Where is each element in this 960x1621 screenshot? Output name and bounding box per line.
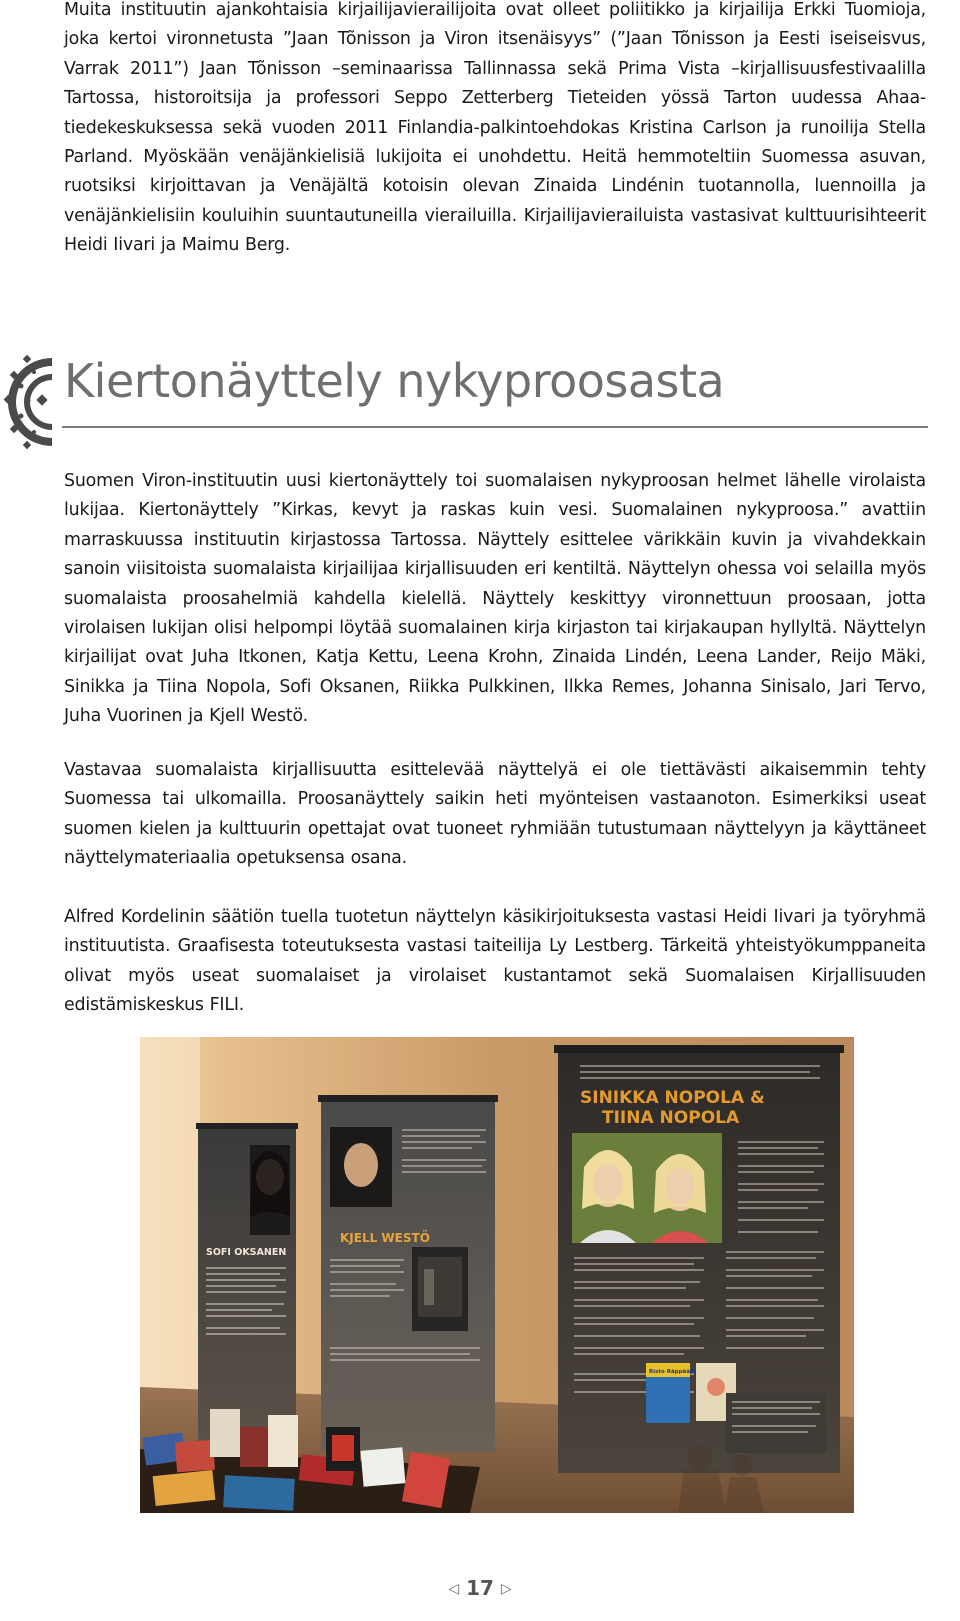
- intro-paragraph: Muita instituutin ajankohtaisia kirjailijavierailijoita ovat olleet poliitikko ja kirjailija Erkki Tuomioja, joka kertoi vironnetusta ”Jaan Tõnisson ja Viron itsenäisyys” (”Jaan Tõnisson ja Eesti iseiseisvus, Varrak 2011”) Jaan Tõnisson –seminaarissa Tallinnassa sekä Prima Vista –kirjallisuusfestivaalilla Tartossa, historoitsija ja professori Seppo Zetterberg Tieteiden yössä Tarton uudessa Ahaa-tiedekeskuksessa sekä vuoden 2011 Finlandia-palkintoehdokas Kristina Carlson ja runoilija Stella Parland. Myöskään venäjänkielisiä lukijoita ei unohdettu. Heitä hemmoteltiin Suomessa asuvan, ruotsiksi kirjoittavan ja Venäjältä kotoisin olevan Zinaida Lindénin tuotannolla, luennoilla ja venäjänkielisiin kouluihin suuntautuneilla vierailuilla. Kirjailijavierailuista vastasivat kulttuurisihteerit Heidi Iivari ja Maimu Berg.: [64, 0, 926, 256]
- book-cover-title: Risto Räppääjä: [649, 1369, 696, 1375]
- exhibition-photo: [140, 1037, 854, 1513]
- banner-sofi-oksanen: [196, 1123, 298, 1449]
- exhibition-paragraph: Suomen Viron-instituutin uusi kiertonäyttely toi suomalaisen nykyproosan helmet lähelle virolaista lukijaa. Kiertonäyttely ”Kirkas, kevyt ja raskas kuin vesi. Suomalainen nykyproosa.” avattiin marraskuussa instituutin kirjastossa Tartossa. Näyttely esittelee värikkäin kuvin ja vivahdekkain sanoin viisitoista suomalaista kirjailijaa kirjallisuuden eri kentiltä. Näyttelyn ohessa voi selailla myös suomalaista proosahelmiä kahdella kielellä. Näyttely keskittyy vironnettuun proosaan, jotta virolaisen lukijan olisi helpompi löytää suomalainen kirja kirjaston tai kirjakaupan hyllyltä. Näyttelyn kirjailijat ovat Juha Itkonen, Katja Kettu, Leena Krohn, Zinaida Lindén, Leena Lander, Reijo Mäki, Sinikka ja Tiina Nopola, Sofi Oksanen, Riikka Pulkkinen, Ilkka Remes, Johanna Sinisalo, Jari Tervo, Juha Vuorinen ja Kjell Westö.: [64, 471, 926, 727]
- triangle-right-icon[interactable]: ▷: [500, 1581, 512, 1597]
- banner-kjell-westo: [318, 1095, 498, 1452]
- banner-title-left: SOFI OKSANEN: [206, 1247, 287, 1258]
- page-number: [0, 1576, 960, 1600]
- credits-paragraph: Alfred Kordelinin säätiön tuella tuotetun näyttelyn käsikirjoituksesta vastasi Heidi Iivari ja työryhmä instituutista. Graafisesta toteutuksesta vastasi taiteilija Ly Lestberg. Tärkeitä yhteistyökumppaneita olivat myös useat suomalaiset ja virolaiset kustantamot sekä Suomalaisen Kirjallisuuden edistämiskeskus FILI.: [64, 907, 926, 1016]
- triangle-left-icon[interactable]: ◁: [448, 1581, 460, 1597]
- banner-title-middle: KJELL WESTÖ: [340, 1231, 430, 1245]
- banner-title-right-line2: TIINA NOPOLA: [602, 1108, 740, 1128]
- banner-title-right-line1: SINIKKA NOPOLA &: [580, 1088, 765, 1108]
- section-title: Kiertonäyttely nykyproosasta: [64, 354, 725, 408]
- page-number-value: 17: [466, 1576, 494, 1600]
- folk-ornament-icon: [2, 350, 52, 454]
- reception-paragraph: Vastavaa suomalaista kirjallisuutta esittelevää näyttelyä ei ole tiettävästi aikaisemmin tehty Suomessa tai ulkomailla. Proosanäyttely saikin heti myönteisen vastaanoton. Esimerkiksi useat suomen kielen ja kulttuurin opettajat ovat tuoneet ryhmiään tutustumaan näyttelyyn ja käyttäneet näyttelymateriaalia opetuksensa osana.: [64, 760, 926, 869]
- section-heading: [0, 346, 960, 442]
- banner-nopola: [554, 1045, 844, 1473]
- title-divider: [62, 426, 928, 428]
